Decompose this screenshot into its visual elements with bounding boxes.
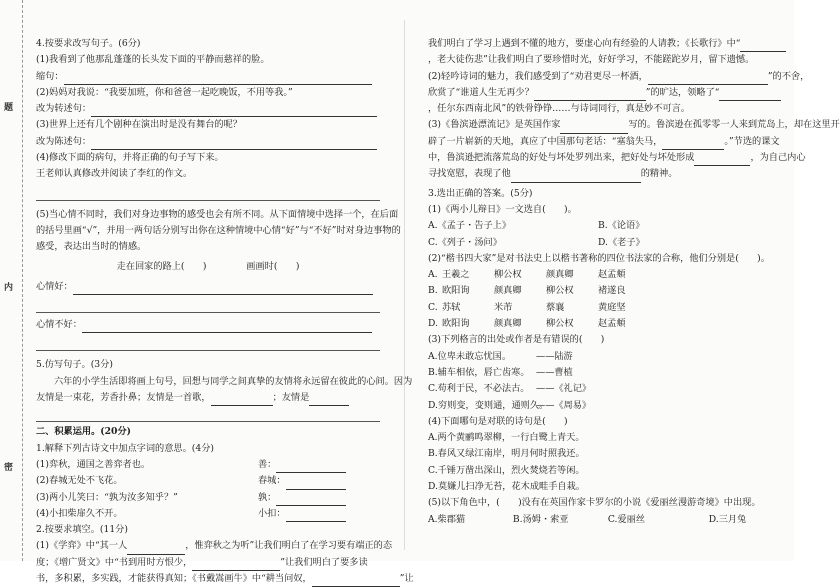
option-d[interactable]: D.三月兔 [708,513,747,525]
mood-good-label: 心情好： [36,280,73,292]
left-column [36,36,414,587]
answer-line[interactable] [36,297,380,313]
margin-label: 密 [4,463,14,473]
option-a[interactable]: A.柴郡猫 [428,513,466,525]
answer-label: 改为陈述句： [36,135,92,147]
question-title: 1.解释下列古诗文中加点字词的意思。(4分) [36,442,214,454]
answer-blank[interactable] [127,543,185,555]
answer-blank[interactable] [511,171,641,183]
question-text: (2)妈妈对我说：“我要加班，你和爸爸一起吃晚饭，不用等我。” [36,86,293,98]
question-text: (3)下列格言的出处或作者是有错误的( ) [428,334,605,346]
scene-walking-home[interactable]: 走在回家的路上( ) [116,260,207,272]
question-text: (1)我看到了他那乱蓬蓬的长头发下面的平静而慈祥的脸。 [36,54,270,66]
list-item: (2)春城无处不飞花。 春城： [36,473,380,489]
answer-blank[interactable] [534,89,646,101]
option-a[interactable]: A.位卑未敢忘忧国。 ——陆游 [428,350,573,362]
answer-row [36,279,380,295]
question-text: (5)当心情不同时，我们对身边事物的感受也会有所不同。从下面情境中选择一个，在后面 [36,208,399,220]
list-item: (1)弈秋，通国之善弈者也。 善： [36,457,380,473]
option-c[interactable]: C. 苏轼 米芾 蔡襄 黄庭坚 [428,301,626,313]
option-b[interactable]: B. 欧阳询 颜真卿 柳公权 褚遂良 [428,285,626,297]
answer-row [36,101,380,117]
question-text: 感受，表达出当时的情感。 [36,241,147,253]
scene-drawing[interactable]: 画画时( ) [246,260,300,272]
answer-row: (2)轻吟诗词的魅力，我们感受到了“劝君更尽一杯酒， ”的不舍， [428,69,768,85]
question-text: (4)下面哪句是对联的诗句是( ) [428,415,568,427]
margin-label: 题 [4,103,14,113]
question-text: (5)以下角色中，( )没有在英国作家卡罗尔的小说《爱丽丝漫游奇境》中出现。 [428,497,761,509]
right-column [428,36,840,528]
question-text: 友情是一束花，芳香扑鼻；友情是一首歌， [36,392,211,404]
option-row [428,512,768,528]
option-b[interactable]: B.辅车相依，唇亡齿寒。 ——曹植 [428,366,573,378]
option-d[interactable]: D.穷则变，变则通，通则久。——《周易》 [428,399,592,411]
answer-blank[interactable] [64,73,372,85]
question-text: (1)《两小儿辩日》一文选自( )。 [428,203,577,215]
answer-blank[interactable] [560,122,628,134]
option-table [428,267,768,332]
answer-label: 改为转述句： [36,103,92,115]
option-c[interactable]: C.苟利于民，不必法古。 ——《礼记》 [428,383,592,395]
question-title: 5.仿写句子。(3分) [36,359,113,371]
answer-blank[interactable] [662,138,724,150]
answer-label: 缩句： [36,70,64,82]
option-row [428,235,768,251]
answer-row: 中，鲁滨逊把流落荒岛的好处与坏处罗列出来，把好处与坏处形成 ，为自己内心 [428,150,768,166]
option-a[interactable]: A.两个黄鹂鸣翠柳，一行白鹭上青天。 [428,432,585,444]
question-text: 王老师认真修改并阅读了李红的作文。 [36,168,193,180]
answer-blank[interactable] [312,575,400,587]
margin-label: 内 [4,283,14,293]
option-a[interactable]: A. 王羲之 柳公权 颜真卿 赵孟頫 [428,269,626,281]
option-b[interactable]: B.春风又绿江南岸，明月何时照我还。 [428,448,585,460]
answer-blank[interactable] [192,559,280,571]
question-text: (3)世界上还有几个剧种在演出时是没有舞台的呢？ [36,119,242,131]
answer-row: 我们明白了学习上遇到不懂的地方，要虚心向有经验的人请教；《长歌行》中“ [428,36,768,52]
answer-blank[interactable] [82,321,372,333]
option-b[interactable]: B.汤姆・索亚 [512,513,569,525]
option-d[interactable]: D.《老子》 [598,236,645,248]
question-text: 六年的小学生活即将画上句号，回想与同学之间真挚的友情将永远留在彼此的心间。因为 [54,375,413,387]
answer-line[interactable] [36,335,380,351]
answer-blank[interactable] [309,394,349,406]
answer-row: (1)《学弈》中“其一人 ，惟弈秋之为听”让我们明白了在学习要有端正的态 [36,538,380,554]
answer-blank[interactable] [286,510,346,522]
answer-row: 度；《增广贤文》中“书到用时方恨少， ”让我们明白了要多读 [36,555,380,571]
option-c[interactable]: C.千锤万凿出深山，烈火焚烧若等闲。 [428,464,585,476]
option-c[interactable]: C.《列子・汤问》 [428,236,502,248]
list-item: (3)两小儿笑曰：“孰为汝多知乎？” 孰： [36,490,380,506]
question-text: ；友情是 [272,392,310,404]
answer-blank[interactable] [91,105,377,117]
answer-blank[interactable] [73,283,373,295]
answer-row: 辟了一片崭新的天地，真应了中国那句老话：“塞翁失马， 。”节选的课文 [428,134,768,150]
answer-row [36,390,380,406]
mood-bad-label: 心情不好： [36,319,82,331]
question-title: 4.按要求改写句子。(6分) [36,38,141,49]
section-heading: 二、积累运用。(20分) [36,426,131,438]
option-b[interactable]: B.《论语》 [598,220,645,232]
question-title: 3.选出正确的答案。(5分) [428,187,533,199]
question-title: 2.按要求填空。(11分) [36,524,128,536]
answer-row: 书，多积累，多实践，才能获得真知；《书戴嵩画牛》中“耕当问奴， ”让 [36,571,380,587]
answer-row: (3)《鲁滨逊漂流记》是英国作家 写的。鲁滨逊在孤零零一人来到荒岛上，却在这里开 [428,117,768,133]
answer-row [36,69,380,85]
answer-blank[interactable] [211,394,273,406]
option-row [428,218,768,234]
answer-blank[interactable] [648,73,768,85]
list-item: (4)小扣柴扉久不开。 小扣： [36,506,380,522]
option-d[interactable]: D.莫嫌儿扫净无苔，花木成畦手自栽。 [428,481,585,493]
answer-blank[interactable] [276,461,346,473]
answer-row [36,317,380,333]
answer-row [36,134,380,150]
answer-row: 寻找宽慰，表现了他 的精神。 [428,166,768,182]
scene-options [36,259,380,275]
answer-blank[interactable] [276,494,346,506]
option-a[interactable]: A.《孟子・告子上》 [428,220,512,232]
answer-blank[interactable] [91,138,377,150]
option-c[interactable]: C.爱丽丝 [607,513,646,525]
question-text: (2)“楷书四大家”是对书法史上以楷书著称的四位书法家的合称，他们分别是( )。 [428,252,770,264]
answer-blank[interactable] [719,89,781,101]
answer-line[interactable] [36,406,380,422]
column-divider [404,20,405,550]
answer-blank[interactable] [694,154,750,166]
option-d[interactable]: D. 欧阳询 颜真卿 柳公权 赵孟頫 [428,318,626,330]
answer-line[interactable] [36,185,380,201]
question-text: ，任尔东西南北风”的铁骨铮铮……与诗词同行，真是妙不可言。 [428,103,690,115]
question-text: 的括号里画“√”，并用一两句话分别写出你在这种情境中心情“好”与“不好”时对身边事物的 [36,224,401,236]
question-text: (4)修改下面的病句，并将正确的句子写下来。 [36,152,224,164]
answer-blank[interactable] [740,40,786,52]
answer-row: 欣赏了“谁道人生无再少？ ”的旷达，领略了“ [428,85,768,101]
binding-margin [0,0,23,561]
question-text: ，老大徒伤悲”让我们明白了要珍惜时光，好好学习，不能蹉跎岁月，留下遗憾。 [428,54,755,66]
answer-blank[interactable] [286,478,346,490]
